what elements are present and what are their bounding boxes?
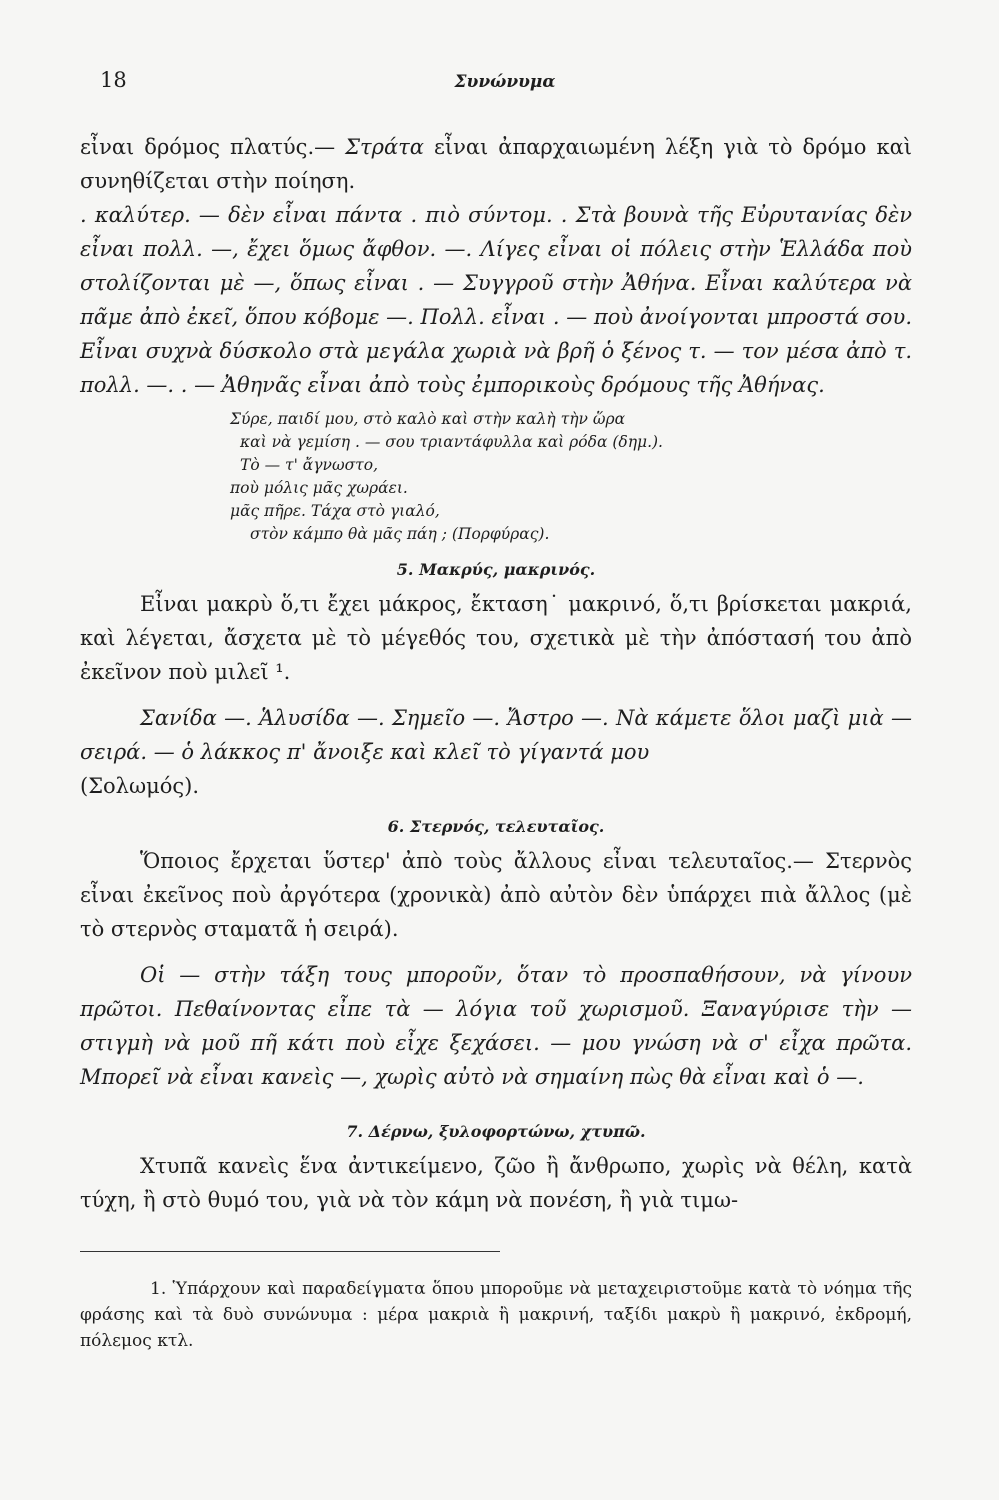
intro-text-a: εἶναι δρόμος πλατύς.— bbox=[80, 135, 346, 159]
poem-line: ποὺ μόλις μᾶς χωράει. bbox=[230, 479, 408, 497]
footnote-number: 1. bbox=[150, 1279, 167, 1299]
section-7-paragraph: Χτυπᾶ κανεὶς ἕνα ἀντικείμενο, ζῶο ἢ ἄνθρωπο, χωρὶς νὰ θέλη, κατὰ τύχη, ἢ στὸ θυμό του, γιὰ νὰ τὸν κάμη νὰ πονέση, ἢ γιὰ τιμω- bbox=[80, 1154, 912, 1212]
poem-line: Σύρε, παιδί μου, στὸ καλὸ καὶ στὴν καλὴ τὴν ὥρα bbox=[230, 410, 626, 428]
poem-quote bbox=[230, 408, 912, 546]
poem-line: καὶ νὰ γεμίση . — σου τριαντάφυλλα καὶ ρόδα (δημ.). bbox=[240, 433, 663, 451]
intro-term: Στράτα bbox=[345, 135, 424, 159]
footnote-text: Ὑπάρχουν καὶ παραδείγματα ὅπου μποροῦμε νὰ μεταχειριστοῦμε κατὰ τὸ νόημα τῆς φράσης καὶ τὰ δυὸ συνώνυμα : μέρα μακριὰ ἢ μακρινή, ταξίδι μακρὺ ἢ μακρινό, ἐκδρομή, πόλεμος κτλ. bbox=[80, 1279, 913, 1351]
section-5-paragraph: Εἶναι μακρὺ ὅ,τι ἔχει μάκρος, ἔκταση˙ μακρινό, ὅ,τι βρίσκεται μακριά, καὶ λέγεται, ἄσχετα μὲ τὸ μέγεθός του, σχετικὰ μὲ τὴν ἀπόστασή του ἀπὸ ἐκεῖνον ποὺ μιλεῖ ¹. bbox=[80, 592, 912, 684]
poem-line: μᾶς πῆρε. Τάχα στὸ γιαλό, bbox=[230, 502, 440, 520]
running-title: Συνώνυμα bbox=[454, 72, 556, 92]
page-body bbox=[80, 130, 912, 1354]
examples-paragraph-1: . καλύτερ. — δὲν εἶναι πάντα . πιὸ σύντομ. . Στὰ βουνὰ τῆς Εὐρυτανίας δὲν εἶναι πολλ. —, ἔχει ὅμως ἄφθον. —. Λίγες εἶναι οἱ πόλεις στὴν Ἑλλάδα ποὺ στολίζονται μὲ —, ὅπως εἶναι . — Συγγροῦ στὴν Ἀθήνα. Εἶναι καλύτερα νὰ πᾶμε ἀπὸ ἐκεῖ, ὅπου κόβομε —. Πολλ. εἶναι . — ποὺ ἀνοίγονται μπροστά σου. Εἶναι συχνὰ δύσκολο στὰ μεγάλα χωριὰ νὰ βρῆ ὁ ξένος τ. — τον μέσα ἀπὸ τ. πολλ. —. . — Ἀθηνᾶς εἶναι ἀπὸ τοὺς ἐμπορικοὺς δρόμους τῆς Ἀθήνας. bbox=[80, 203, 912, 397]
page-header bbox=[100, 68, 910, 98]
section-5-source: (Σολωμός). bbox=[80, 774, 200, 798]
section-6-title: 6. Στερνός, τελευταῖος. bbox=[387, 817, 605, 836]
intro-text-b: εἶναι ἀπαρχαιωμένη λέξη γιὰ τὸ δρόμο καὶ συνηθίζεται στὴν ποίηση. bbox=[80, 135, 912, 193]
intro-paragraph bbox=[80, 130, 912, 198]
poem-line: στὸν κάμπο θὰ μᾶς πάη ; (Πορφύρας). bbox=[250, 525, 550, 543]
poem-line: Τὸ — τ' ἄγνωστο, bbox=[240, 456, 378, 474]
section-5-title: 5. Μακρύς, μακρινός. bbox=[396, 560, 596, 579]
section-7-title: 7. Δέρνω, ξυλοφορτώνω, χτυπῶ. bbox=[346, 1122, 646, 1141]
section-5-examples: Σανίδα —. Ἁλυσίδα —. Σημεῖο —. Ἄστρο —. Νὰ κάμετε ὅλοι μαζὶ μιὰ — σειρά. — ὁ λάκκος π' ἄνοιξε καὶ κλεῖ τὸ γίγαντά μου bbox=[80, 706, 912, 764]
section-6-paragraph: Ὅποιος ἔρχεται ὕστερ' ἀπὸ τοὺς ἄλλους εἶναι τελευταῖος.— Στερνὸς εἶναι ἐκεῖνος ποὺ ἀργότερα (χρονικὰ) ἀπὸ αὐτὸν δὲν ὑπάρχει πιὰ ἄλλος (μὲ τὸ στερνὸς σταματᾶ ἡ σειρά). bbox=[80, 849, 912, 941]
section-6-examples: Οἱ — στὴν τάξη τους μποροῦν, ὅταν τὸ προσπαθήσουν, νὰ γίνουν πρῶτοι. Πεθαίνοντας εἶπε τὰ — λόγια τοῦ χωρισμοῦ. Ξαναγύρισε τὴν — στιγμὴ νὰ μοῦ πῆ κάτι ποὺ εἶχε ξεχάσει. — μου γνώση νὰ σ' εἶχα πρῶτα. Μπορεῖ νὰ εἶναι κανεὶς —, χωρὶς αὐτὸ νὰ σημαίνη πὼς θὰ εἶναι καὶ ὁ —. bbox=[80, 963, 912, 1089]
page-number: 18 bbox=[100, 68, 127, 92]
footnote-rule bbox=[80, 1251, 500, 1252]
footnote bbox=[80, 1276, 912, 1354]
